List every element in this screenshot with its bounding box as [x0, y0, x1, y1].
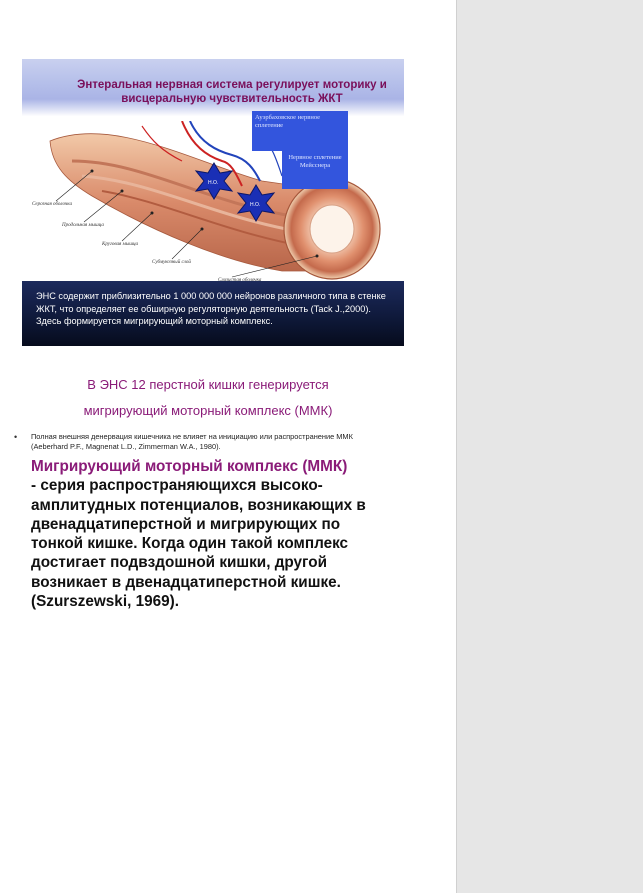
mmc-definition-body: - серия распространяющихся высоко-амплитудных потенциалов, возникающих в двенадцатиперстной и мигрирующих по тонкой кишке. Когда один такой комплекс достигает подвздошной кишки, другой возникает в двенадцатиперстной кишке. (Szurszewski, 1969).: [31, 477, 366, 611]
neuron-label-1: Н.О.: [208, 180, 219, 186]
layer-label-circular: Круговая мышца: [102, 242, 139, 247]
section-title-line-1: В ЭНС 12 перстной кишки генерируется: [87, 377, 329, 392]
layer-label-serosa: Серозная оболочка: [32, 202, 72, 207]
comments-sidebar: [456, 0, 643, 893]
mmc-definition: [31, 457, 376, 611]
mmc-definition-heading: Мигрирующий моторный комплекс (ММК): [31, 458, 348, 475]
meissner-plexus-label: Нервное сплетение Мейсснера: [282, 151, 348, 189]
neuron-label-2: Н.О.: [250, 202, 261, 208]
slide-title: Энтеральная нервная система регулирует моторику и висцеральную чувствительность ЖКТ: [77, 79, 387, 105]
bullet-text: Полная внешняя денервация кишечника не влияет на инициацию или распространение ММК (Aeberhard P.F., Magnenat L.D., Zimmerman W.A., 1980).: [31, 432, 353, 451]
layer-label-submucosa: Субмукозный слой: [152, 260, 191, 265]
slide-image: [22, 59, 404, 346]
layer-label-longitudinal: Продольная мышца: [62, 223, 104, 228]
bullet-marker: •: [14, 432, 18, 442]
section-title-line-2: мигрирующий моторный комплекс (ММК): [83, 403, 333, 418]
slide-caption: ЭНС содержит приблизительно 1 000 000 000 нейронов различного типа в стенке ЖКТ, что определяет ее обширную регуляторную деятельность (Tack J.,2000). Здесь формируется мигрирующий моторный комплекс.: [36, 291, 386, 326]
auerbach-plexus-label: Ауэрбаховское нервное сплетение: [252, 111, 348, 151]
